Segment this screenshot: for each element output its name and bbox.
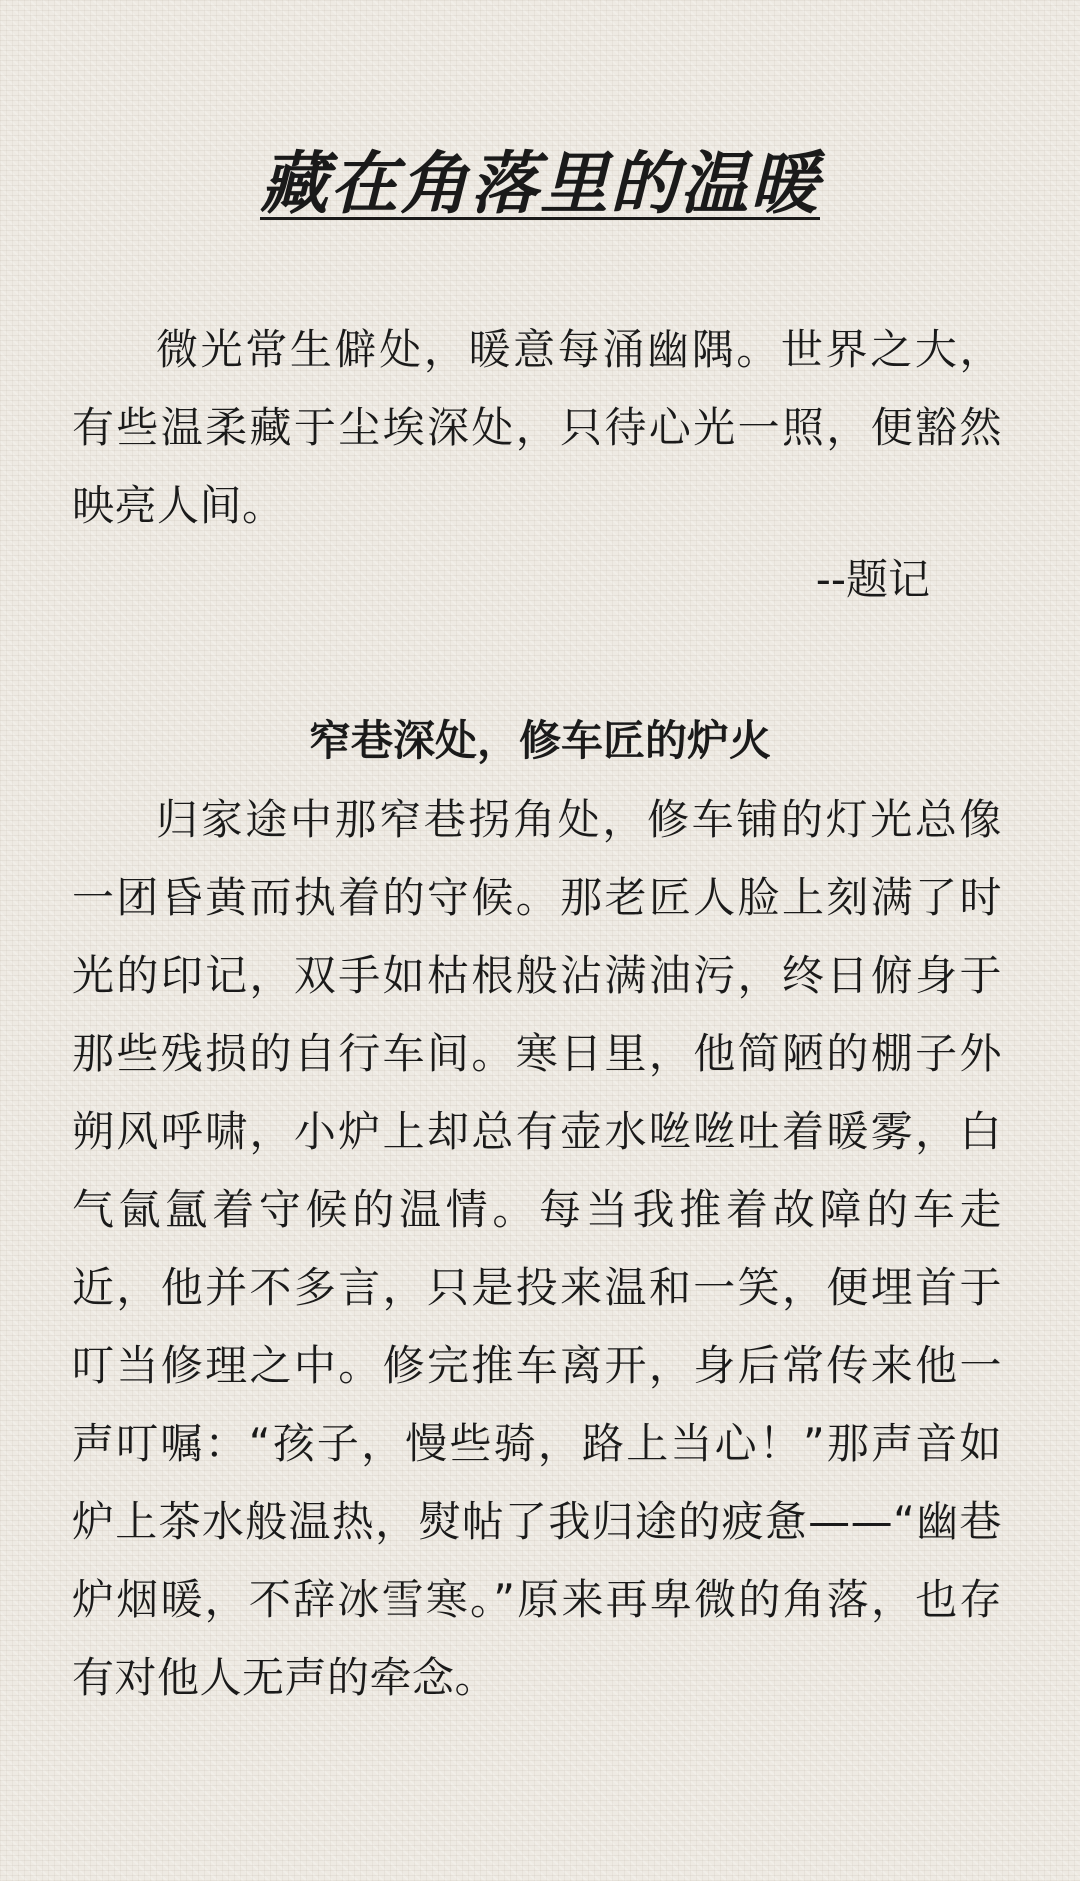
section-body-paragraph: 归家途中那窄巷拐角处，修车铺的灯光总像一团昏黄而执着的守候。那老匠人脸上刻满了时光的印记，双手如枯根般沾满油污，终日俯身于那些残损的自行车间。寒日里，他简陋的棚子外朔风呼啸，小炉上却总有壶水咝咝吐着暖雾，白气氤氲着守候的温情。每当我推着故障的车走近，他并不多言，只是投来温和一笑，便埋首于叮当修理之中。修完推车离开，身后常传来他一声叮嘱：“孩子，慢些骑，路上当心！”那声音如炉上茶水般温热，熨帖了我归途的疲惫——“幽巷炉烟暖，不辞冰雪寒。”原来再卑微的角落，也存有对他人无声的牵念。	[72, 795, 1002, 1702]
section-heading: 窄巷深处，修车匠的炉火	[308, 716, 771, 765]
epigraph-text: 微光常生僻处，暖意每涌幽隅。世界之大，有些温柔藏于尘埃深处，只待心光一照，便豁然映亮人间。	[72, 325, 1002, 530]
article-title-text: 藏在角落里的温暖	[259, 145, 820, 224]
epigraph-signature: --题记	[815, 555, 930, 604]
article-title	[0, 140, 1080, 230]
